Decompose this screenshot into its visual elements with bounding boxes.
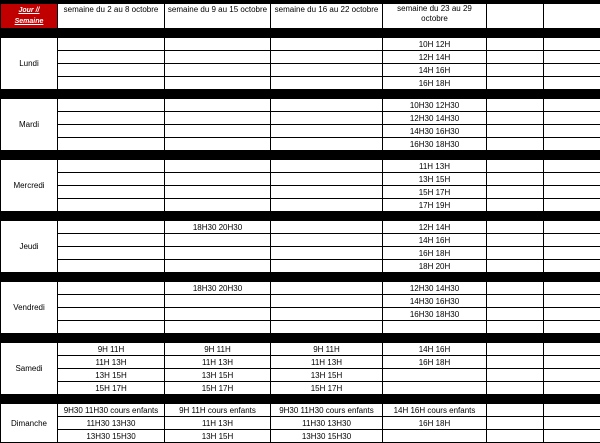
empty-cell bbox=[544, 260, 600, 273]
slot-cell: 16H 18H bbox=[383, 417, 487, 430]
slot-cell bbox=[58, 247, 165, 260]
slot-cell bbox=[165, 77, 271, 90]
slot-cell bbox=[271, 221, 383, 234]
slot-row bbox=[1, 247, 600, 260]
empty-cell bbox=[487, 417, 544, 430]
slot-row bbox=[1, 321, 600, 334]
slot-cell bbox=[165, 38, 271, 51]
empty-cell bbox=[544, 247, 600, 260]
separator-cell bbox=[1, 90, 58, 99]
separator-cell bbox=[487, 273, 544, 282]
slot-cell bbox=[271, 64, 383, 77]
slot-cell: 9H 11H bbox=[58, 343, 165, 356]
empty-cell bbox=[544, 221, 600, 234]
slot-cell bbox=[165, 247, 271, 260]
header-row bbox=[1, 4, 600, 29]
slot-row bbox=[1, 77, 600, 90]
slot-cell bbox=[165, 138, 271, 151]
slot-cell: 18H 20H bbox=[383, 260, 487, 273]
slot-cell bbox=[271, 247, 383, 260]
slot-cell: 14H30 16H30 bbox=[383, 295, 487, 308]
slot-cell bbox=[271, 308, 383, 321]
slot-row bbox=[1, 199, 600, 212]
separator-cell bbox=[383, 151, 487, 160]
slot-cell bbox=[58, 308, 165, 321]
empty-cell bbox=[544, 295, 600, 308]
separator-cell bbox=[1, 273, 58, 282]
slot-cell bbox=[58, 125, 165, 138]
slot-cell: 9H 11H bbox=[165, 343, 271, 356]
empty-cell bbox=[487, 160, 544, 173]
separator-cell bbox=[271, 29, 383, 38]
separator-cell bbox=[544, 151, 600, 160]
slot-row bbox=[1, 64, 600, 77]
slot-cell: 15H 17H bbox=[383, 186, 487, 199]
slot-cell bbox=[271, 282, 383, 295]
slot-cell bbox=[165, 308, 271, 321]
empty-cell bbox=[544, 51, 600, 64]
slot-row bbox=[1, 221, 600, 234]
empty-cell bbox=[544, 112, 600, 125]
slot-cell: 15H 17H bbox=[165, 382, 271, 395]
separator-cell bbox=[383, 29, 487, 38]
slot-row bbox=[1, 99, 600, 112]
slot-cell: 11H30 13H30 bbox=[271, 417, 383, 430]
corner-label-line2: Semaine bbox=[1, 16, 57, 27]
slot-row bbox=[1, 51, 600, 64]
slot-cell bbox=[383, 382, 487, 395]
slot-cell bbox=[383, 430, 487, 443]
slot-cell: 10H30 12H30 bbox=[383, 99, 487, 112]
slot-cell: 9H30 11H30 cours enfants bbox=[271, 404, 383, 417]
slot-cell bbox=[58, 186, 165, 199]
slot-cell: 12H30 14H30 bbox=[383, 282, 487, 295]
slot-cell: 14H 16H cours enfants bbox=[383, 404, 487, 417]
empty-cell bbox=[487, 343, 544, 356]
slot-row bbox=[1, 138, 600, 151]
slot-cell: 13H30 15H30 bbox=[58, 430, 165, 443]
empty-cell bbox=[487, 112, 544, 125]
separator-cell bbox=[383, 334, 487, 343]
slot-cell bbox=[58, 260, 165, 273]
week-header-2: semaine du 9 au 15 octobre bbox=[165, 4, 271, 29]
separator-cell bbox=[1, 151, 58, 160]
separator-cell bbox=[165, 395, 271, 404]
empty-cell bbox=[487, 199, 544, 212]
slot-cell bbox=[58, 138, 165, 151]
empty-cell bbox=[487, 221, 544, 234]
slot-cell: 17H 19H bbox=[383, 199, 487, 212]
slot-cell: 13H30 15H30 bbox=[271, 430, 383, 443]
slot-cell bbox=[271, 186, 383, 199]
slot-row bbox=[1, 282, 600, 295]
slot-cell: 18H30 20H30 bbox=[165, 282, 271, 295]
empty-cell bbox=[544, 160, 600, 173]
slot-cell: 13H 15H bbox=[165, 369, 271, 382]
slot-cell bbox=[165, 321, 271, 334]
day-label-mardi: Mardi bbox=[1, 99, 58, 151]
slot-cell bbox=[165, 51, 271, 64]
slot-cell: 11H 13H bbox=[271, 356, 383, 369]
separator-cell bbox=[544, 29, 600, 38]
empty-cell bbox=[487, 369, 544, 382]
empty-cell bbox=[487, 38, 544, 51]
separator-cell bbox=[1, 334, 58, 343]
slot-cell: 18H30 20H30 bbox=[165, 221, 271, 234]
slot-cell: 9H 11H bbox=[271, 343, 383, 356]
empty-cell bbox=[544, 99, 600, 112]
slot-cell bbox=[271, 138, 383, 151]
empty-cell bbox=[487, 77, 544, 90]
empty-cell bbox=[544, 404, 600, 417]
slot-cell bbox=[271, 112, 383, 125]
empty-cell bbox=[487, 430, 544, 443]
slot-cell bbox=[165, 186, 271, 199]
separator-row bbox=[1, 90, 600, 99]
slot-cell bbox=[165, 112, 271, 125]
empty-cell bbox=[544, 77, 600, 90]
slot-cell: 9H30 11H30 cours enfants bbox=[58, 404, 165, 417]
separator-cell bbox=[383, 395, 487, 404]
slot-cell bbox=[58, 64, 165, 77]
separator-cell bbox=[271, 90, 383, 99]
separator-cell bbox=[487, 90, 544, 99]
separator-cell bbox=[487, 334, 544, 343]
separator-cell bbox=[544, 273, 600, 282]
empty-cell bbox=[544, 369, 600, 382]
slot-row bbox=[1, 308, 600, 321]
slot-row bbox=[1, 125, 600, 138]
slot-cell: 10H 12H bbox=[383, 38, 487, 51]
empty-cell bbox=[487, 382, 544, 395]
slot-cell bbox=[58, 282, 165, 295]
slot-row bbox=[1, 382, 600, 395]
empty-cell bbox=[487, 186, 544, 199]
empty-cell bbox=[544, 138, 600, 151]
empty-cell bbox=[544, 356, 600, 369]
corner-label-line1: Jour // bbox=[1, 5, 57, 16]
slot-cell bbox=[271, 77, 383, 90]
day-label-mercredi: Mercredi bbox=[1, 160, 58, 212]
slot-cell: 16H 18H bbox=[383, 247, 487, 260]
slot-cell: 15H 17H bbox=[271, 382, 383, 395]
separator-cell bbox=[544, 334, 600, 343]
separator-cell bbox=[383, 90, 487, 99]
slot-cell: 11H 13H bbox=[58, 356, 165, 369]
separator-row bbox=[1, 29, 600, 38]
separator-cell bbox=[487, 29, 544, 38]
slot-row bbox=[1, 160, 600, 173]
empty-cell bbox=[544, 173, 600, 186]
empty-cell bbox=[544, 282, 600, 295]
slot-cell bbox=[271, 234, 383, 247]
empty-cell bbox=[544, 199, 600, 212]
day-label-jeudi: Jeudi bbox=[1, 221, 58, 273]
slot-cell bbox=[165, 295, 271, 308]
separator-row bbox=[1, 151, 600, 160]
slot-cell: 13H 15H bbox=[58, 369, 165, 382]
slot-cell bbox=[165, 260, 271, 273]
slot-cell: 11H 13H bbox=[165, 356, 271, 369]
day-label-samedi: Samedi bbox=[1, 343, 58, 395]
slot-cell: 11H30 13H30 bbox=[58, 417, 165, 430]
slot-cell bbox=[271, 160, 383, 173]
empty-cell bbox=[487, 295, 544, 308]
separator-cell bbox=[544, 212, 600, 221]
slot-cell bbox=[58, 99, 165, 112]
separator-cell bbox=[271, 273, 383, 282]
separator-cell bbox=[165, 151, 271, 160]
empty-header-cell bbox=[487, 4, 544, 29]
slot-cell bbox=[58, 160, 165, 173]
separator-cell bbox=[58, 151, 165, 160]
slot-cell: 15H 17H bbox=[58, 382, 165, 395]
slot-cell: 12H30 14H30 bbox=[383, 112, 487, 125]
slot-cell: 13H 15H bbox=[271, 369, 383, 382]
slot-cell: 12H 14H bbox=[383, 51, 487, 64]
separator-cell bbox=[271, 334, 383, 343]
empty-cell bbox=[487, 64, 544, 77]
slot-cell: 11H 13H bbox=[165, 417, 271, 430]
slot-cell: 13H 15H bbox=[383, 173, 487, 186]
empty-header-cell bbox=[544, 4, 600, 29]
empty-cell bbox=[487, 356, 544, 369]
separator-cell bbox=[58, 334, 165, 343]
slot-cell: 12H 14H bbox=[383, 221, 487, 234]
schedule-table bbox=[0, 3, 600, 443]
separator-row bbox=[1, 273, 600, 282]
slot-cell bbox=[165, 125, 271, 138]
slot-cell: 11H 13H bbox=[383, 160, 487, 173]
separator-row bbox=[1, 395, 600, 404]
week-header-4: semaine du 23 au 29 octobre bbox=[383, 4, 487, 29]
separator-cell bbox=[544, 90, 600, 99]
slot-cell: 14H30 16H30 bbox=[383, 125, 487, 138]
empty-cell bbox=[544, 308, 600, 321]
slot-row bbox=[1, 173, 600, 186]
slot-cell bbox=[165, 99, 271, 112]
separator-cell bbox=[58, 90, 165, 99]
slot-row bbox=[1, 417, 600, 430]
empty-cell bbox=[487, 282, 544, 295]
separator-cell bbox=[165, 334, 271, 343]
slot-cell bbox=[165, 64, 271, 77]
slot-cell bbox=[165, 173, 271, 186]
slot-cell bbox=[58, 173, 165, 186]
empty-cell bbox=[544, 64, 600, 77]
empty-cell bbox=[544, 38, 600, 51]
empty-cell bbox=[487, 51, 544, 64]
separator-cell bbox=[271, 151, 383, 160]
separator-cell bbox=[487, 395, 544, 404]
separator-cell bbox=[58, 29, 165, 38]
slot-cell: 16H30 18H30 bbox=[383, 308, 487, 321]
slot-cell bbox=[58, 234, 165, 247]
empty-cell bbox=[487, 99, 544, 112]
slot-cell: 14H 16H bbox=[383, 234, 487, 247]
separator-cell bbox=[165, 273, 271, 282]
slot-cell: 14H 16H bbox=[383, 343, 487, 356]
day-label-lundi: Lundi bbox=[1, 38, 58, 90]
empty-cell bbox=[544, 417, 600, 430]
separator-cell bbox=[1, 395, 58, 404]
slot-cell bbox=[58, 38, 165, 51]
empty-cell bbox=[544, 125, 600, 138]
slot-cell bbox=[271, 125, 383, 138]
separator-cell bbox=[1, 212, 58, 221]
slot-cell: 16H 18H bbox=[383, 77, 487, 90]
empty-cell bbox=[544, 321, 600, 334]
slot-cell bbox=[165, 160, 271, 173]
week-header-3: semaine du 16 au 22 octobre bbox=[271, 4, 383, 29]
slot-cell bbox=[58, 321, 165, 334]
slot-cell: 16H30 18H30 bbox=[383, 138, 487, 151]
slot-row bbox=[1, 356, 600, 369]
day-label-dimanche: Dimanche bbox=[1, 404, 58, 443]
slot-cell bbox=[383, 321, 487, 334]
separator-cell bbox=[271, 395, 383, 404]
slot-row bbox=[1, 295, 600, 308]
separator-cell bbox=[487, 212, 544, 221]
slot-cell bbox=[58, 295, 165, 308]
slot-cell: 16H 18H bbox=[383, 356, 487, 369]
empty-cell bbox=[544, 234, 600, 247]
slot-row bbox=[1, 430, 600, 443]
empty-cell bbox=[487, 234, 544, 247]
separator-cell bbox=[165, 212, 271, 221]
separator-cell bbox=[1, 29, 58, 38]
empty-cell bbox=[487, 260, 544, 273]
slot-row bbox=[1, 112, 600, 125]
slot-cell bbox=[58, 221, 165, 234]
slot-cell bbox=[58, 199, 165, 212]
slot-cell bbox=[165, 199, 271, 212]
separator-cell bbox=[383, 273, 487, 282]
separator-row bbox=[1, 212, 600, 221]
corner-cell bbox=[1, 4, 58, 29]
empty-cell bbox=[487, 173, 544, 186]
empty-cell bbox=[544, 343, 600, 356]
slot-cell bbox=[58, 51, 165, 64]
separator-cell bbox=[58, 273, 165, 282]
separator-cell bbox=[544, 395, 600, 404]
slot-cell bbox=[271, 199, 383, 212]
slot-cell bbox=[271, 99, 383, 112]
slot-cell bbox=[271, 295, 383, 308]
slot-cell bbox=[271, 321, 383, 334]
empty-cell bbox=[487, 321, 544, 334]
slot-row bbox=[1, 369, 600, 382]
separator-cell bbox=[487, 151, 544, 160]
separator-cell bbox=[165, 29, 271, 38]
slot-cell bbox=[271, 260, 383, 273]
empty-cell bbox=[487, 308, 544, 321]
separator-cell bbox=[58, 395, 165, 404]
empty-cell bbox=[544, 186, 600, 199]
slot-cell bbox=[271, 51, 383, 64]
week-header-1: semaine du 2 au 8 octobre bbox=[58, 4, 165, 29]
separator-cell bbox=[271, 212, 383, 221]
slot-cell: 13H 15H bbox=[165, 430, 271, 443]
slot-cell bbox=[58, 77, 165, 90]
slot-row bbox=[1, 234, 600, 247]
slot-cell bbox=[271, 38, 383, 51]
empty-cell bbox=[487, 125, 544, 138]
separator-cell bbox=[58, 212, 165, 221]
separator-cell bbox=[383, 212, 487, 221]
empty-cell bbox=[544, 430, 600, 443]
slot-row bbox=[1, 260, 600, 273]
slot-row bbox=[1, 404, 600, 417]
slot-cell bbox=[58, 112, 165, 125]
empty-cell bbox=[487, 138, 544, 151]
empty-cell bbox=[544, 382, 600, 395]
empty-cell bbox=[487, 247, 544, 260]
slot-cell: 9H 11H cours enfants bbox=[165, 404, 271, 417]
slot-cell: 14H 16H bbox=[383, 64, 487, 77]
day-label-vendredi: Vendredi bbox=[1, 282, 58, 334]
empty-cell bbox=[487, 404, 544, 417]
slot-cell bbox=[383, 369, 487, 382]
separator-row bbox=[1, 334, 600, 343]
slot-row bbox=[1, 186, 600, 199]
slot-cell bbox=[165, 234, 271, 247]
slot-cell bbox=[271, 173, 383, 186]
separator-cell bbox=[165, 90, 271, 99]
slot-row bbox=[1, 343, 600, 356]
slot-row bbox=[1, 38, 600, 51]
